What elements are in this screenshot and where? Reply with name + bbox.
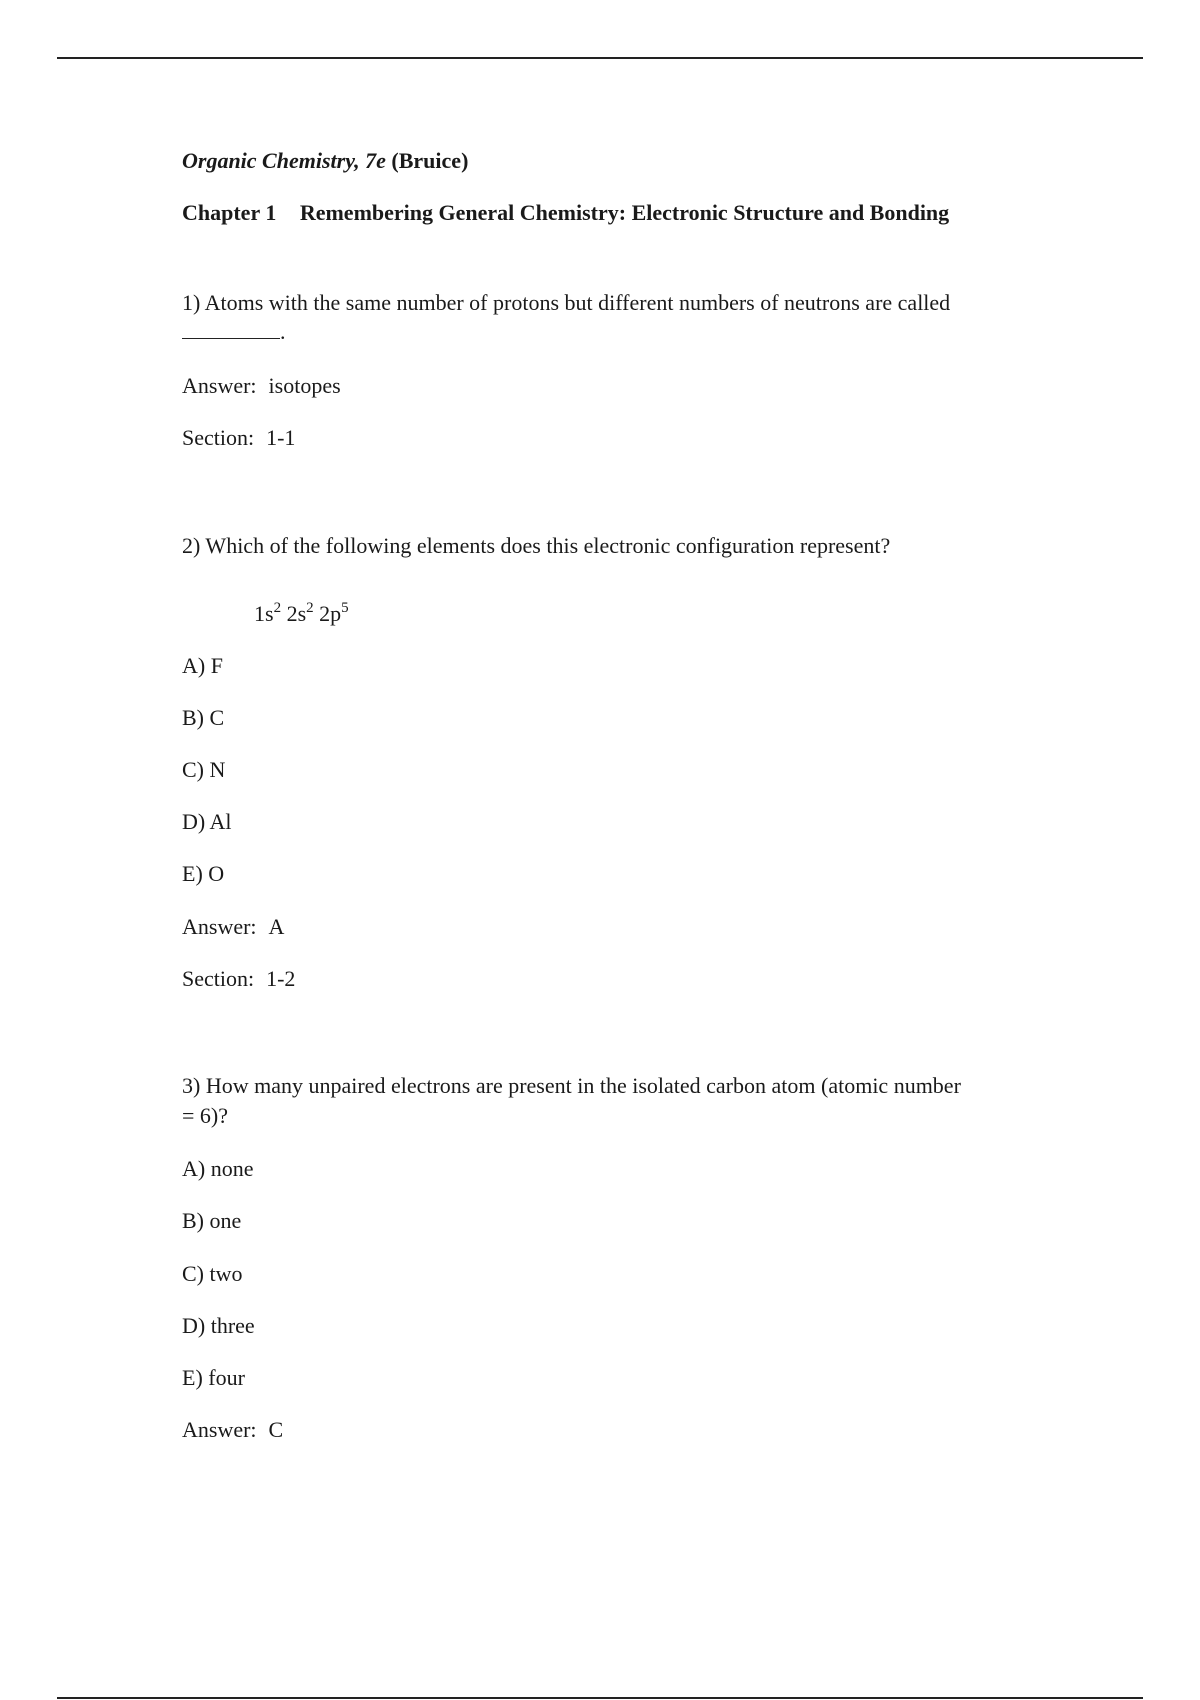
question-3-option: A) none xyxy=(182,1156,254,1181)
question-2-option: B) C xyxy=(182,705,225,730)
section-value: 1-2 xyxy=(266,966,296,991)
question-1-blank: . xyxy=(182,316,286,348)
question-2-option: C) N xyxy=(182,757,226,782)
question-2-option: A) F xyxy=(182,653,223,678)
answer-value: A xyxy=(268,914,285,939)
chapter-heading xyxy=(182,197,949,229)
question-1-section: Section: 1-1 xyxy=(182,425,296,450)
answer-value: C xyxy=(268,1417,284,1442)
question-3-option: D) three xyxy=(182,1313,255,1338)
book-title-author: (Bruice) xyxy=(391,148,469,173)
question-3-option: C) two xyxy=(182,1261,243,1286)
question-3-answer: Answer: C xyxy=(182,1417,284,1442)
top-rule xyxy=(57,57,1143,59)
question-3-text-line-1: 3) How many unpaired electrons are present in the isolated carbon atom (atomic number xyxy=(182,1073,961,1098)
chapter-title: Remembering General Chemistry: Electronic Structure and Bonding xyxy=(299,200,950,225)
book-title-name: Organic Chemistry, 7e xyxy=(182,148,386,173)
question-1-answer: Answer: isotopes xyxy=(182,373,341,398)
bottom-rule xyxy=(57,1697,1143,1699)
question-2-text: 2) Which of the following elements does this electronic configuration represent? xyxy=(182,533,891,558)
question-1-text: 1) Atoms with the same number of protons but different numbers of neutrons are called xyxy=(182,290,951,315)
question-3-option: E) four xyxy=(182,1365,245,1390)
question-3-text-line-2: = 6)? xyxy=(182,1103,228,1128)
question-2-option: D) Al xyxy=(182,809,232,834)
book-title xyxy=(182,145,468,177)
electron-configuration: $1s^2$ $2s^2$ $2p^5$ xyxy=(254,600,349,626)
chapter-number: Chapter 1 xyxy=(182,200,277,225)
question-2-answer: Answer: A xyxy=(182,914,285,939)
question-2-option: E) O xyxy=(182,861,225,886)
section-value: 1-1 xyxy=(266,425,296,450)
answer-value: isotopes xyxy=(268,373,341,398)
question-3-option: B) one xyxy=(182,1208,242,1233)
answer-blank xyxy=(182,318,280,339)
question-2-section: Section: 1-2 xyxy=(182,966,296,991)
